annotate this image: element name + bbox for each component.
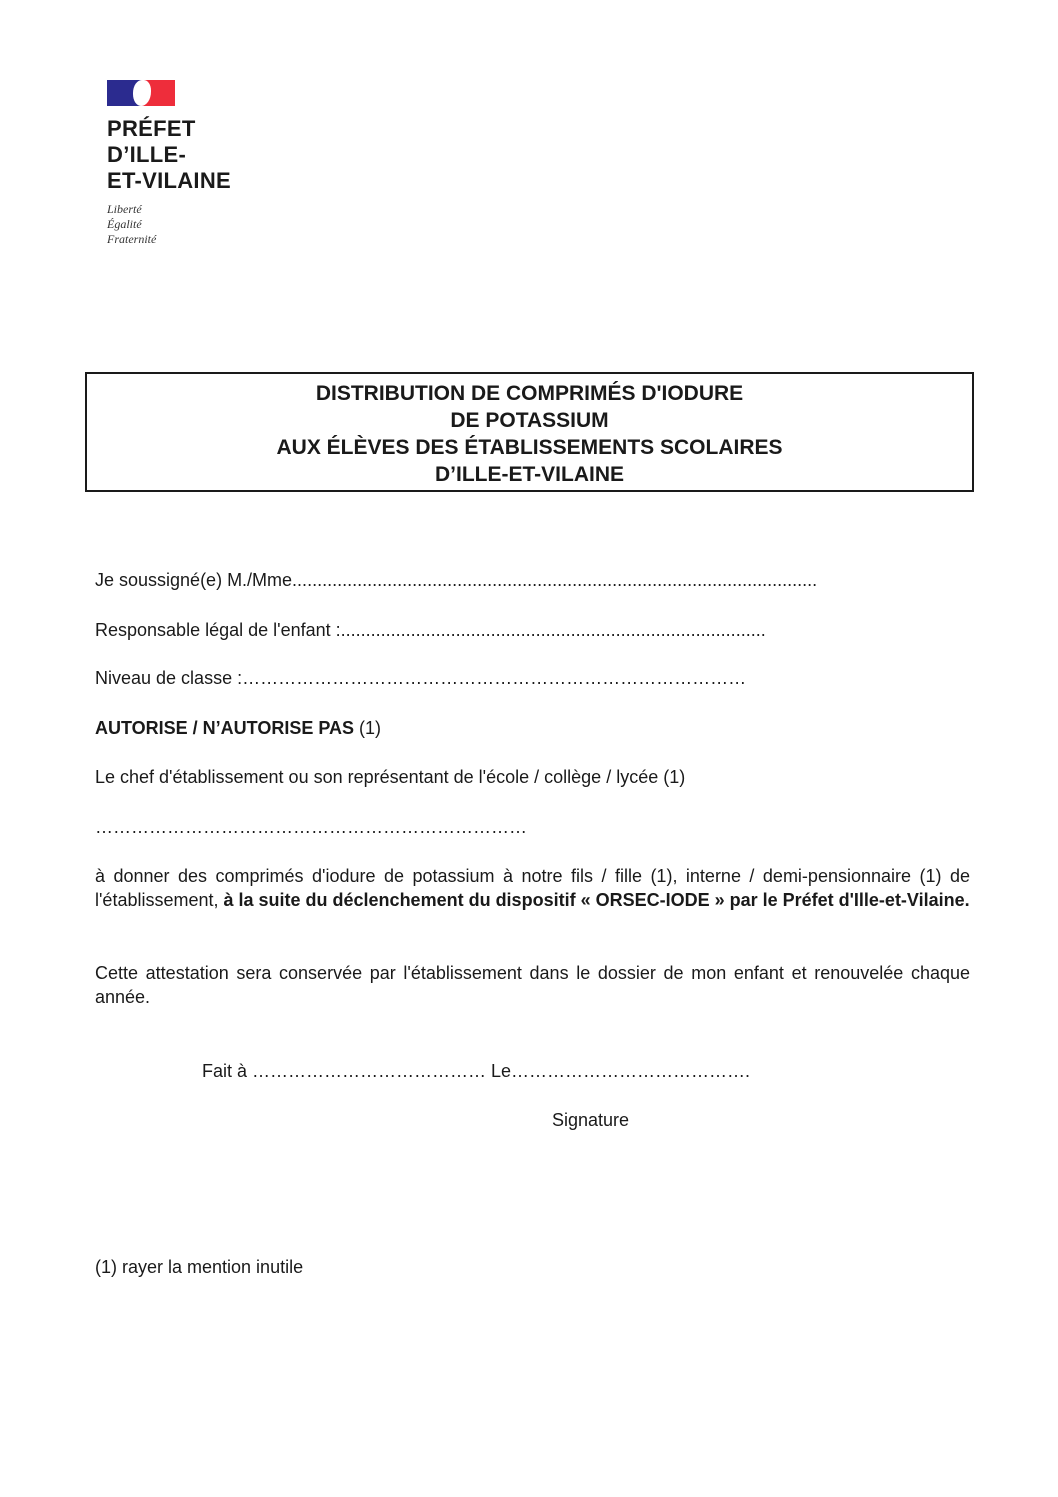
fait-a-field[interactable]: Fait à ………………………………… Le…………………………………. — [202, 1061, 751, 1081]
title-line: DISTRIBUTION DE COMPRIMÉS D'IODURE — [315, 382, 744, 405]
etablissement-field[interactable]: ……………………………………………………………… — [95, 817, 527, 837]
consent-text: à donner des comprimés d'iodure de potassium à notre fils / fille (1), interne / demi-pensionnaire (1) de l'établissement, — [95, 866, 970, 910]
consent-bold-text: à la suite du déclenchement du dispositif « ORSEC-IODE » par le Préfet d'Ille-et-Vilaine. — [223, 890, 970, 910]
autorisation-choice[interactable] — [95, 716, 381, 740]
motto-line: Liberté — [107, 202, 142, 216]
niveau-field[interactable]: Niveau de classe :………………………………………………………………………… — [95, 668, 747, 688]
logo-motto — [107, 202, 277, 247]
logo-title-line: D’ILLE- — [107, 142, 187, 167]
title-line: D’ILLE-ET-VILAINE — [435, 463, 624, 486]
logo-title-line: PRÉFET — [107, 116, 196, 141]
attestation-paragraph: Cette attestation sera conservée par l'établissement dans le dossier de mon enfant et renouvelée chaque année. — [95, 963, 970, 1007]
title-line: DE POTASSIUM — [450, 409, 609, 432]
responsable-field[interactable]: Responsable légal de l'enfant :..................................................................................... — [95, 620, 766, 640]
chef-etablissement-text: Le chef d'établissement ou son représentant de l'école / collège / lycée (1) — [95, 767, 686, 787]
title-line: AUX ÉLÈVES DES ÉTABLISSEMENTS SCOLAIRES — [276, 436, 783, 459]
consent-paragraph — [95, 864, 970, 912]
prefecture-logo — [107, 80, 277, 247]
autorise-label: AUTORISE / N’AUTORISE PAS — [95, 718, 355, 738]
motto-line: Égalité — [107, 217, 142, 231]
footnote: (1) rayer la mention inutile — [95, 1257, 304, 1277]
motto-line: Fraternité — [107, 232, 157, 246]
logo-title — [107, 116, 277, 194]
signature-label: Signature — [552, 1110, 630, 1130]
soussigne-field[interactable]: Je soussigné(e) M./Mme......................................................................................................... — [95, 570, 818, 590]
french-flag-icon — [107, 80, 175, 106]
autorise-note: (1) — [354, 718, 382, 738]
document-title — [85, 372, 974, 492]
logo-title-line: ET-VILAINE — [107, 168, 232, 193]
